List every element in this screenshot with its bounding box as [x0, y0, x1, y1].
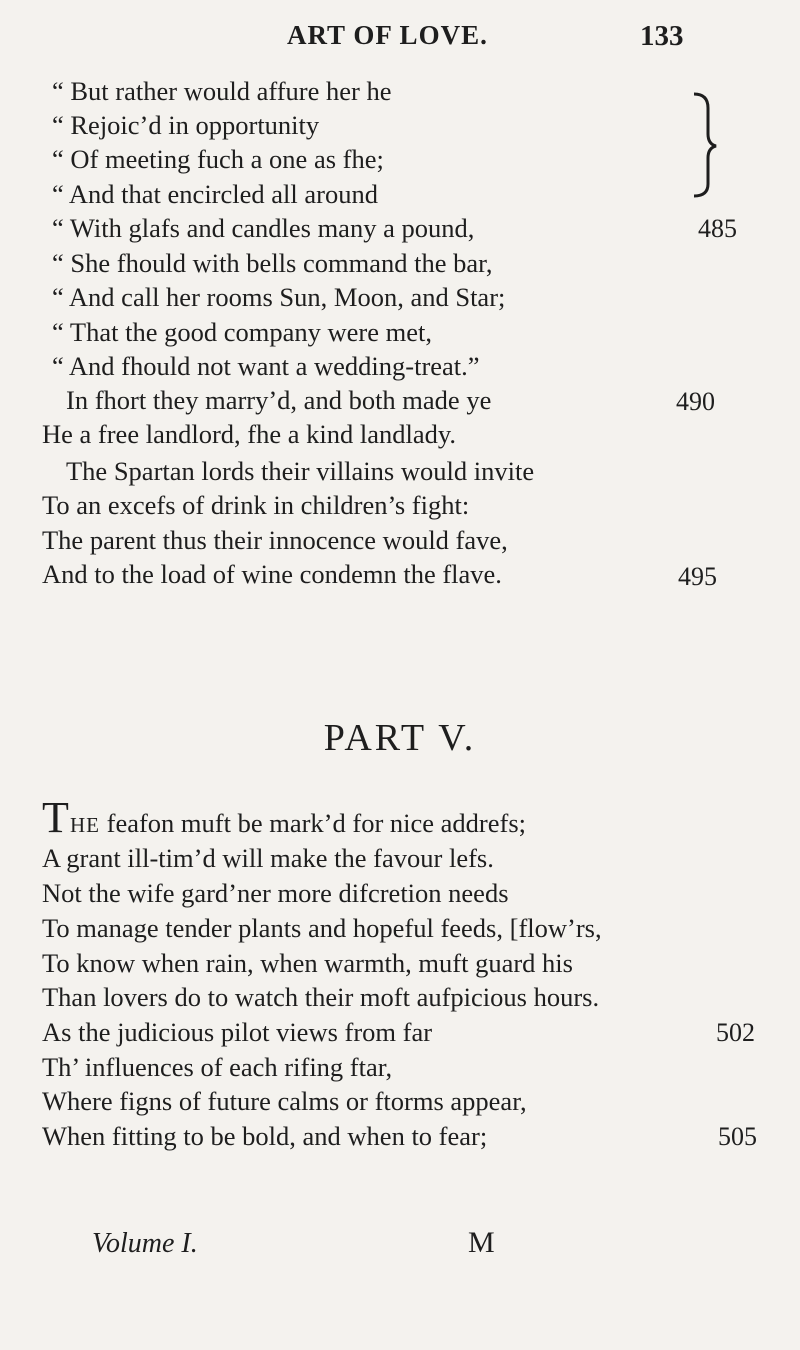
verse-line: To manage tender plants and hopeful feeds, [flow’rs, [42, 913, 602, 943]
verse-line: “ And call her rooms Sun, Moon, and Star; [52, 282, 506, 312]
verse-line: “ And fhould not want a wedding-treat.” [52, 351, 480, 381]
verse-line: “ She fhould with bells command the bar, [52, 248, 493, 278]
verse-line: “ That the good company were met, [52, 317, 432, 347]
verse-line: A grant ill-tim’d will make the favour lefs. [42, 843, 494, 873]
page-number: 133 [640, 20, 684, 52]
running-head [0, 20, 800, 60]
part-heading: PART V. [323, 717, 477, 759]
verse-line: To know when rain, when warmth, muft guard his [42, 948, 573, 978]
verse-line: “ Rejoic’d in opportunity [52, 110, 320, 140]
first-word-smallcaps: HE [70, 813, 100, 837]
verse-line: As the judicious pilot views from far [42, 1017, 433, 1047]
verse-line: “ But rather would affure her he [52, 76, 392, 106]
verse-line: And to the load of wine condemn the flave. [42, 559, 502, 589]
verse-line: Not the wife gard’ner more difcretion needs [42, 878, 509, 908]
verse-line: In fhort they marry’d, and both made ye [66, 385, 492, 415]
line-number: 485 [698, 214, 737, 243]
line-number: 505 [718, 1122, 757, 1151]
signature-mark: M [468, 1226, 495, 1259]
triplet-brace-icon [690, 90, 720, 200]
first-line-text: feafon muft be mark’d for nice addrefs; [100, 808, 527, 838]
verse-line: To an excefs of drink in children’s fight: [42, 490, 470, 520]
drop-cap: T [42, 793, 69, 842]
verse-line-first [70, 808, 526, 840]
line-number: 502 [716, 1018, 755, 1047]
verse-line: Than lovers do to watch their moft aufpicious hours. [42, 982, 600, 1012]
verse-line: When fitting to be bold, and when to fear; [42, 1121, 488, 1151]
verse-line: The Spartan lords their villains would invite [66, 456, 535, 486]
line-number: 495 [678, 562, 717, 591]
verse-line: Th’ influences of each rifing ftar, [42, 1052, 393, 1082]
running-title: ART OF LOVE. [287, 20, 488, 50]
verse-line: “ With glafs and candles many a pound, [52, 213, 475, 243]
signature-volume: Volume I. [92, 1228, 198, 1259]
verse-line: “ Of meeting fuch a one as fhe; [52, 144, 384, 174]
verse-line: “ And that encircled all around [52, 179, 378, 209]
verse-line: The parent thus their innocence would fave, [42, 525, 508, 555]
line-number: 490 [676, 387, 715, 416]
verse-line: He a free landlord, fhe a kind landlady. [42, 419, 457, 449]
verse-line: Where figns of future calms or ftorms appear, [42, 1086, 527, 1116]
